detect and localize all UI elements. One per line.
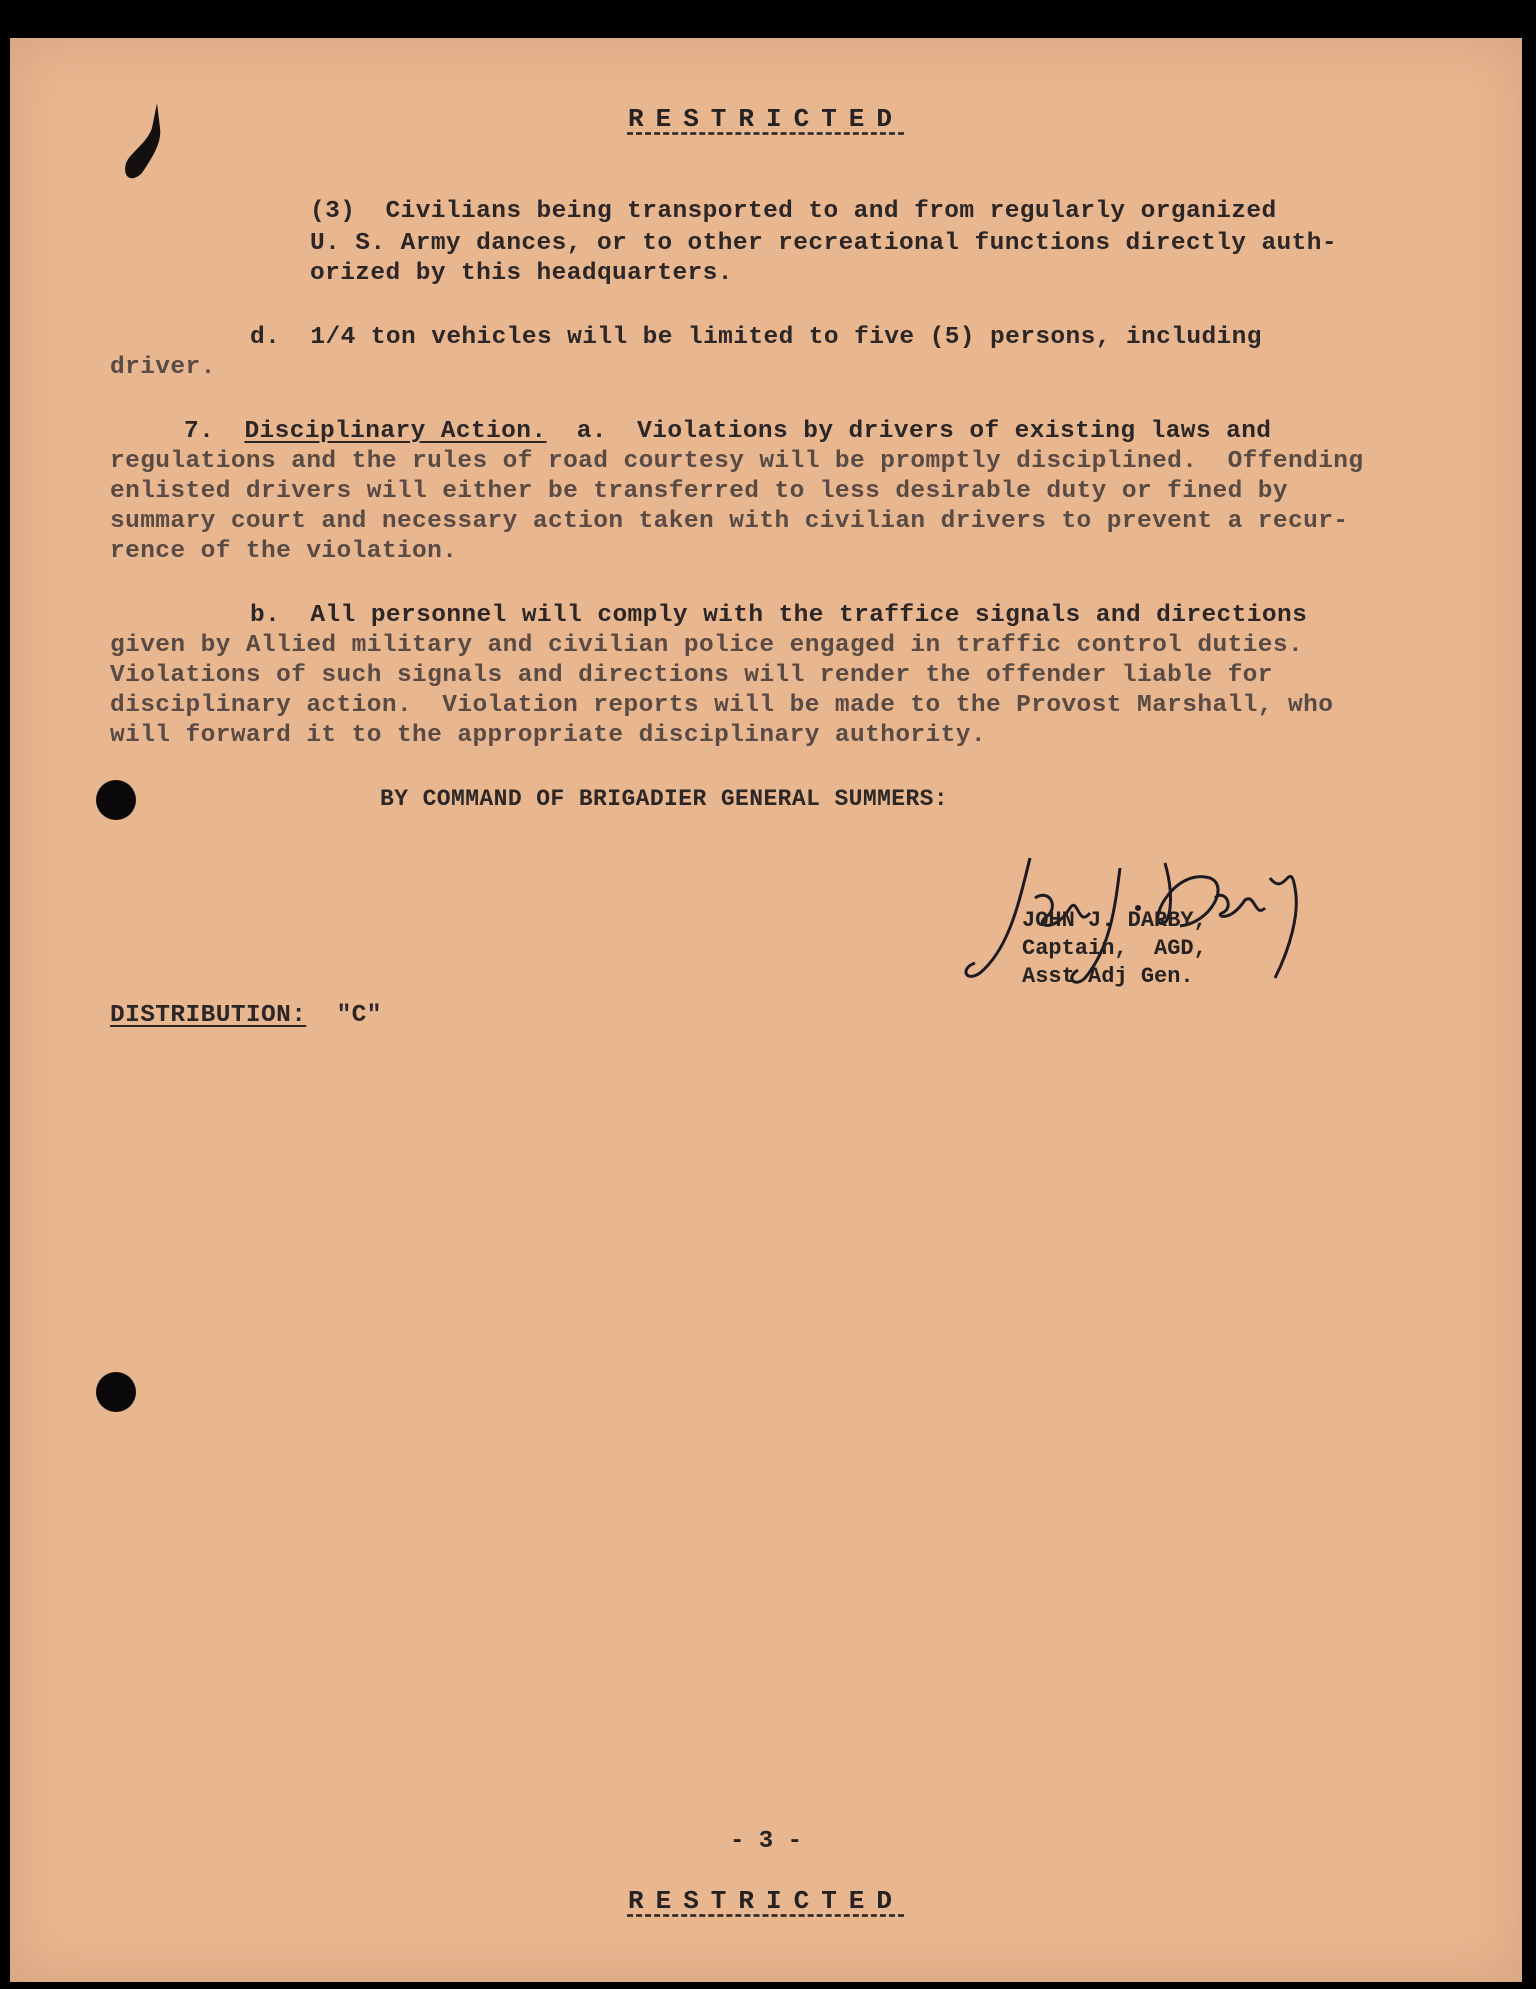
para-7b-line-5: will forward it to the appropriate disciplinary authority. xyxy=(110,722,986,749)
distribution-label: DISTRIBUTION: xyxy=(110,1002,307,1029)
classification-header: RESTRICTED xyxy=(627,104,905,134)
para-7a-line-1 xyxy=(184,418,1271,445)
ink-blot-mark xyxy=(112,98,172,188)
para-7-heading: Disciplinary Action. xyxy=(244,418,547,445)
signer-name: JOHN J. DARBY, xyxy=(1022,908,1207,933)
classification-footer: RESTRICTED xyxy=(627,1886,905,1916)
para-7a-line-3: enlisted drivers will either be transferred to less desirable duty or fined by xyxy=(110,478,1288,505)
distribution-value: "C" xyxy=(336,1002,382,1029)
para-7a-line-2: regulations and the rules of road courtesy will be promptly disciplined. Offending xyxy=(110,448,1364,475)
para-c3-line-1: (3) Civilians being transported to and from regularly organized xyxy=(310,198,1277,225)
para-7b-line-3: Violations of such signals and directions will render the offender liable for xyxy=(110,662,1273,689)
para-7a-line-4: summary court and necessary action taken with civilian drivers to prevent a recur- xyxy=(110,508,1349,535)
para-d-line-2: driver. xyxy=(110,354,216,381)
para-7b-line-4: disciplinary action. Violation reports will be made to the Provost Marshall, who xyxy=(110,692,1334,719)
punch-hole-top xyxy=(96,780,136,820)
para-c3-line-3: orized by this headquarters. xyxy=(310,260,733,287)
para-7b-line-2: given by Allied military and civilian police engaged in traffic control duties. xyxy=(110,632,1304,659)
para-c3-line-2: U. S. Army dances, or to other recreational functions directly auth- xyxy=(310,230,1337,257)
distribution xyxy=(110,1002,382,1029)
para-7a-first-line: a. Violations by drivers of existing laws and xyxy=(546,418,1272,445)
para-7-number: 7. xyxy=(184,418,215,445)
page-number: - 3 - xyxy=(729,1828,802,1855)
signer-rank: Captain, AGD, xyxy=(1022,936,1207,961)
para-d-line-1: d. 1/4 ton vehicles will be limited to five (5) persons, including xyxy=(250,324,1262,351)
para-7a-line-5: rence of the violation. xyxy=(110,538,458,565)
para-7b-line-1: b. All personnel will comply with the traffice signals and directions xyxy=(250,602,1308,629)
document-page xyxy=(10,38,1522,1982)
signer-title: Asst Adj Gen. xyxy=(1022,964,1194,989)
punch-hole-bottom xyxy=(96,1372,136,1412)
command-line: BY COMMAND OF BRIGADIER GENERAL SUMMERS: xyxy=(380,786,949,812)
